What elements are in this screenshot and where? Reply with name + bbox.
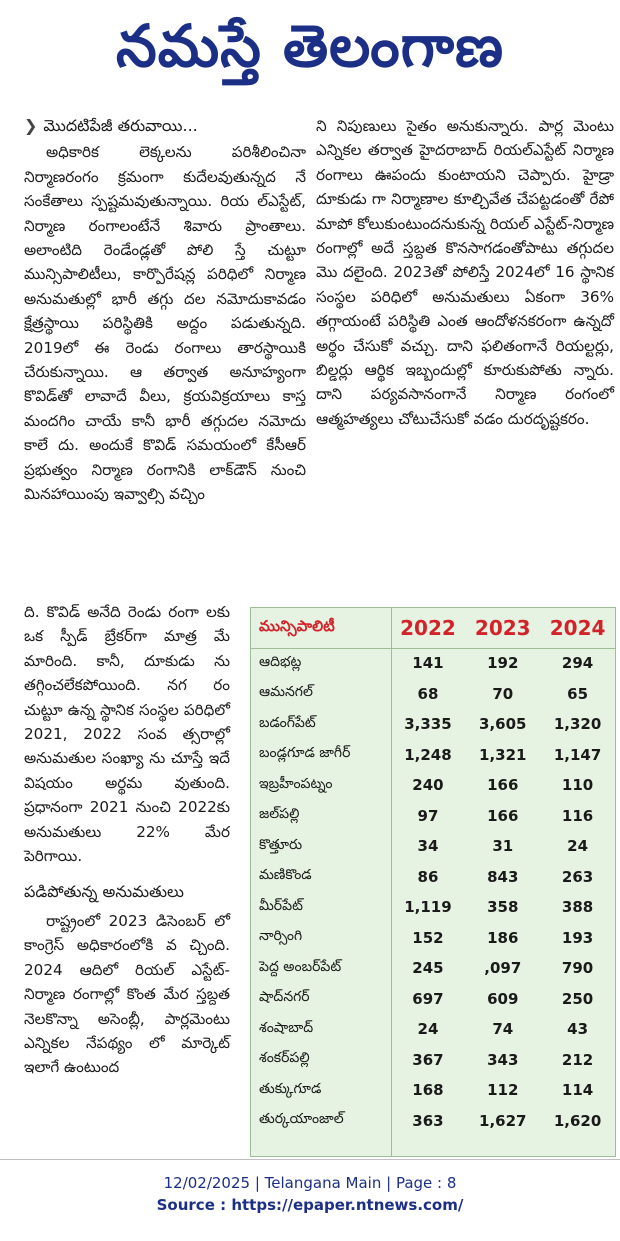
table-cell-municipality: ఇబ్రహీంపట్నం [259, 775, 333, 792]
table-cell-value: 1,627 [479, 1111, 527, 1130]
table-row [251, 923, 615, 954]
table-cell-municipality: పెద్ద అంబర్‌పేట్ [259, 958, 342, 975]
table-row [251, 1106, 615, 1137]
table-row [251, 831, 615, 862]
table-cell-value: 43 [567, 1020, 589, 1039]
table-cell-municipality: బడంగ్‌పేట్ [259, 714, 316, 731]
table-cell-municipality: నార్సింగి [259, 928, 303, 945]
table-cell-municipality: షాద్‌నగర్ [259, 989, 310, 1006]
table-cell-value: 1,321 [479, 745, 527, 764]
table-cell-municipality: తుక్కుగూడ [259, 1080, 322, 1097]
table-cell-value: 609 [487, 989, 519, 1008]
table-cell-value: 1,248 [404, 745, 452, 764]
table-cell-value: 1,620 [553, 1111, 602, 1130]
table-cell-value: 166 [487, 776, 519, 795]
table-header-divider [251, 648, 615, 649]
section-heading [24, 114, 306, 138]
table-cell-value: 1,320 [553, 715, 602, 734]
table-cell-value: 250 [561, 989, 594, 1008]
table-cell-municipality: ఆమనగల్ [259, 684, 313, 701]
table-cell-municipality: శంకర్‌పల్లి [259, 1050, 310, 1067]
table-cell-municipality: జల్‌పల్లి [259, 806, 300, 823]
right-column [316, 114, 614, 431]
table-cell-value: 3,335 [404, 715, 452, 734]
table-cell-value: 97 [417, 806, 439, 825]
table-cell-value: 388 [561, 898, 594, 917]
table-cell-municipality: తుర్కయాంజాల్ [259, 1111, 344, 1128]
table-cell-value: 116 [561, 806, 594, 825]
table-row [251, 648, 615, 679]
table-cell-value: 3,605 [479, 715, 527, 734]
table-cell-value: ,097 [484, 959, 522, 978]
table-cell-municipality: కొత్తూరు [259, 836, 303, 853]
table-cell-value: 152 [412, 928, 444, 947]
table-header-row [251, 608, 615, 648]
table-row [251, 862, 615, 893]
table-cell-municipality: బండ్లగూడ జాగీర్ [259, 745, 351, 762]
table-body [251, 648, 615, 1136]
table-cell-value: 367 [412, 1050, 444, 1069]
table-cell-value: 166 [487, 806, 519, 825]
masthead-title: నమస్తే తెలంగాణ [116, 12, 504, 80]
footer-source: Source : https://epaper.ntnews.com/ [156, 1196, 464, 1214]
table-cell-value: 843 [487, 867, 519, 886]
section-heading-text: మొదటిపేజీ తరువాయి... [43, 116, 198, 135]
left-column [24, 114, 306, 507]
table-cell-value: 1,119 [404, 898, 452, 917]
column-header-municipality: మున్సిపాలిటీ [259, 617, 335, 635]
table-cell-value: 193 [561, 928, 594, 947]
table-cell-value: 70 [492, 684, 514, 703]
table-row [251, 801, 615, 832]
article-clipping [0, 92, 620, 1160]
table-cell-municipality: ఆదిభట్ల [259, 653, 302, 670]
table-cell-value: 263 [561, 867, 594, 886]
table-cell-value: 1,147 [553, 745, 602, 764]
subheading: పడిపోతున్న అనుమతులు [24, 882, 184, 902]
table-cell-value: 34 [417, 837, 439, 856]
right-paragraph-1: ని నిపుణులు సైతం అనుకున్నారు. పార్ల మెంటు ఎన్నికల తర్వాత హైదరాబాద్ రియల్‌ఎస్టేట్ నిర్మాణ రంగాలు ఊపందు కుంటాయని చెప్పారు. హైడ్రా దూకుడు గా నిర్మాణాల కూల్చివేత చేపట్టడంతో రేపో మాపో కోలుకుంటుందనుకున్న రియల్ ఎస్టేట్-నిర్మాణ రంగాల్లో అదే స్తబ్దత కొనసాగడంతోపాటు తగ్గుదల మొ దలైంది. 2023తో పోలిస్తే 2024లో 16 స్థానిక సంస్థల పరిధిలో అనుమతులు ఏకంగా 36% తగ్గాయంటే పరిస్థితి ఎంత ఆందోళనకరంగా ఉన్నదో అర్థం చేసుకో వచ్చు. దాని ఫలితంగానే రియల్టర్లు, బిల్డర్లు ఆర్థిక ఇబ్బందుల్లో కూరుకుపోతు న్నారు. దాని పర్యవసానంగానే నిర్మాణ రంగంలో ఆత్మహత్యలు చోటుచేసుకో వడం దురదృష్టకరం. [316, 117, 614, 428]
chevron-right-icon: ❯ [24, 116, 38, 135]
table-row [251, 679, 615, 710]
table-cell-value: 212 [561, 1050, 594, 1069]
table-cell-value: 186 [487, 928, 519, 947]
table-cell-municipality: మణికొండ [259, 867, 312, 884]
table-cell-value: 112 [487, 1081, 519, 1100]
table-row [251, 740, 615, 771]
table-cell-value: 697 [412, 989, 444, 1008]
table-row [251, 984, 615, 1015]
table-cell-value: 363 [412, 1111, 444, 1130]
left-paragraph-1: అధికారిక లెక్కలను పరిశీలించినా నిర్మాణరంగం క్రమంగా కుదేలవుతున్నద నే సంకేతాలు స్పష్టమవుతున్నాయి. రియ ల్‌ఎస్టేట్, నిర్మాణ రంగాలంటేనే శివారు ప్రాంతాలు. అలాంటిది రెండేండ్లతో పోలి స్తే చుట్టూ మున్సిపాలిటీలు, కార్పొరేషన్ల పరిధిలో నిర్మాణ అనుమతుల్లో భారీ తగ్గు దల నమోదుకావడం క్షేత్రస్థాయి పరిస్థితికి అద్దం పడుతున్నది. 2019లో ఈ రెండు రంగాలు తారస్థాయికి చేరుకున్నాయి. ఆ తర్వాత అనూహ్యంగా కొవిడ్‌తో లావాదే వీలు, క్రయవిక్రయాలు కాస్త మందగిం చాయే కానీ భారీ తగ్గుదల నమోదు కాలే దు. అందుకే కొవిడ్ సమయంలో కేసీఆర్ ప్రభుత్వం నిర్మాణ రంగానికి లాక్‌డౌన్ నుంచి మినహాయింపు ఇవ్వాల్సి వచ్చిం [24, 143, 306, 504]
table-cell-value: 24 [567, 837, 589, 856]
table-cell-value: 245 [412, 959, 444, 978]
table-cell-value: 24 [417, 1020, 439, 1039]
left-paragraph-1-tail: ది. కొవిడ్ అనేది రెండు రంగా లకు ఒక స్పీడ్ బ్రేకర్‌గా మాత్ర మే మారింది. కానీ, దూకుడు ను తగ్గించలేకపోయింది. నగ రం చుట్టూ ఉన్న స్థానిక సంస్థల పరిధిలో 2021, 2022 సంవ త్సరాల్లో అనుమతుల సంఖ్యా ను చూస్తే ఇదే విషయం అర్థమ వుతుంది. ప్రధానంగా 2021 నుంచి 2022కు అనుమతులు 22% మేర పెరిగాయి. [24, 603, 230, 866]
table-row [251, 709, 615, 740]
table-cell-value: 358 [487, 898, 519, 917]
table-cell-value: 343 [487, 1050, 519, 1069]
column-header-2023: 2023 [474, 616, 531, 640]
table-row [251, 770, 615, 801]
table-divider [391, 608, 392, 1156]
table-cell-value: 114 [561, 1081, 594, 1100]
table-row [251, 1014, 615, 1045]
footer [0, 1172, 620, 1216]
column-header-2022: 2022 [400, 616, 456, 640]
table-cell-value: 192 [487, 654, 519, 673]
table-cell-value: 110 [561, 776, 594, 795]
table-cell-value: 168 [412, 1081, 444, 1100]
table-row [251, 892, 615, 923]
left-paragraph-2: రాష్ట్రంలో 2023 డిసెంబర్ లో కాంగ్రెస్ అధికారంలోకి వ చ్చింది. 2024 ఆదిలో రియల్ ఎస్టేట్-నిర్మాణ రంగాల్లో కొంత మేర స్తబ్దత నెలకొన్నా అసెంబ్లీ, పార్లమెంటు ఎన్నికల నేపథ్యం లో మార్కెట్ ఇలాగే ఉంటుంద [24, 911, 230, 1077]
table-row [251, 1075, 615, 1106]
left-column-lower [24, 600, 230, 1080]
table-cell-value: 74 [492, 1020, 514, 1039]
table-cell-value: 141 [412, 654, 444, 673]
permits-table-grid [251, 608, 615, 1136]
table-cell-value: 790 [561, 959, 594, 978]
table-cell-value: 294 [561, 654, 594, 673]
table-cell-value: 86 [417, 867, 439, 886]
table-cell-value: 240 [412, 776, 444, 795]
table-row [251, 953, 615, 984]
permits-table [250, 607, 616, 1157]
footer-edition-info: 12/02/2025 | Telangana Main | Page : 8 [163, 1174, 457, 1192]
table-cell-value: 68 [417, 684, 439, 703]
column-header-2024: 2024 [549, 616, 606, 640]
masthead [0, 0, 620, 92]
table-cell-value: 65 [567, 684, 589, 703]
table-cell-municipality: మీర్‌పేట్ [259, 897, 303, 914]
table-cell-municipality: శంషాబాద్ [259, 1019, 314, 1036]
table-row [251, 1045, 615, 1076]
table-cell-value: 31 [492, 837, 514, 856]
